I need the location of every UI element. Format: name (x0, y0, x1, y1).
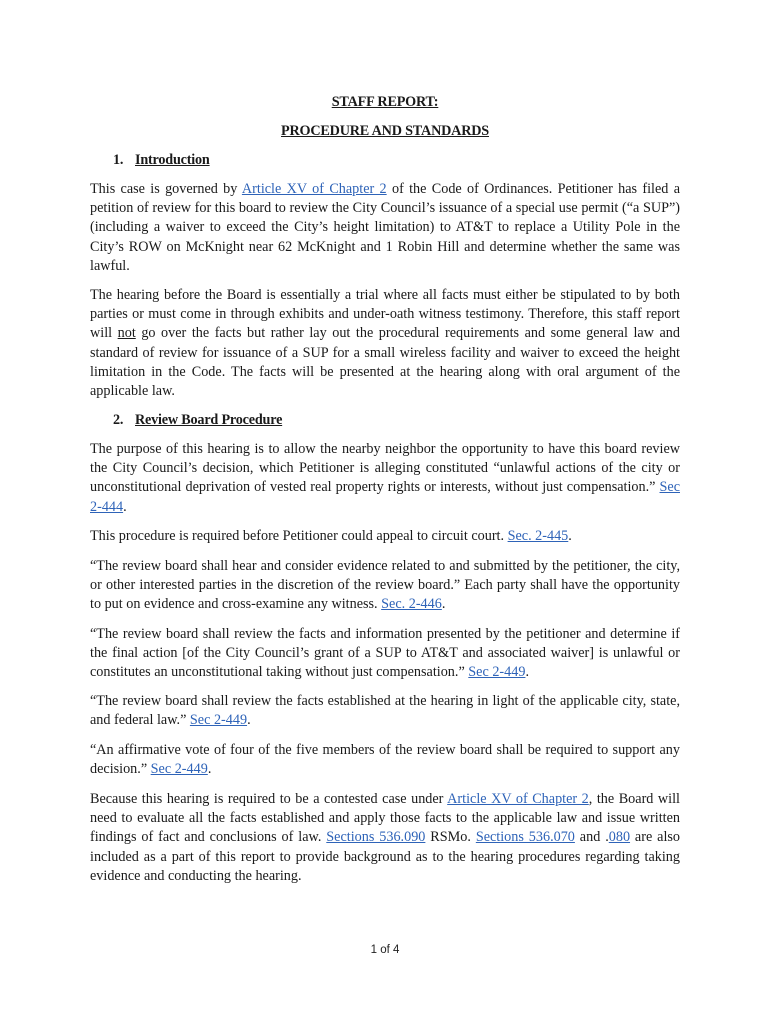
sections-536-070-link[interactable]: Sections 536.070 (475, 829, 575, 846)
text: This case is governed by (90, 181, 242, 197)
sec-2-449-link[interactable]: Sec 2-449 (150, 761, 208, 778)
paragraph-final-action (90, 625, 680, 683)
section-080-link[interactable]: 080 (608, 829, 631, 846)
paragraph-contested-case (90, 790, 680, 886)
text: . (568, 528, 572, 544)
page-number: 1 of 4 (370, 944, 400, 956)
text: Because this hearing is required to be a contested case under (90, 791, 448, 807)
article-xv-link[interactable]: Article XV of Chapter 2 (241, 181, 387, 197)
text: . (441, 596, 446, 613)
sec-2-445-link[interactable]: Sec. 2-445 (507, 528, 569, 544)
text: of the Code of Ordinances. Petitioner has filed a petition of review for this board to review the City Council’s issuance of a special use permit (“a SUP”) (including a waiver to exceed the City’s height limitation) to AT&T to replace a Utility Pole in the City’s ROW on McKnight near 62 McKnight and 1 Robin Hill and determine whether the same was lawful. (90, 181, 680, 274)
paragraph-evidence (90, 557, 680, 615)
section-heading-review-board (113, 412, 282, 429)
text: and . (574, 829, 609, 846)
sec-2-449-link[interactable]: Sec 2-449 (468, 664, 526, 681)
article-xv-link[interactable]: Article XV of Chapter 2 (447, 791, 589, 807)
text: “An affirmative vote of four of the five members of the review board shall be required to support any decision.” (90, 742, 680, 778)
emphasis-not: not (117, 325, 136, 342)
text: RSMo. (425, 829, 476, 846)
text: . (525, 664, 529, 681)
sections-536-090-link[interactable]: Sections 536.090 (326, 829, 426, 846)
text: “The review board shall hear and consider evidence related to and submitted by the petitioner, the city, or other interested parties in the discretion of the review board.” Each party shall have the opportunity to put on evidence and cross-examine any witness. (90, 558, 680, 613)
paragraph-hearing (90, 286, 680, 401)
text: . (123, 498, 127, 515)
text: are also included as a part of this report to provide background as to the hearing procedures regarding taking evidence and conducting the hearing. (90, 829, 681, 884)
text: The purpose of this hearing is to allow the nearby neighbor the opportunity to have this board review the City Council’s decision, which Petitioner is alleging constituted “unlawful actions of the city or unconstitutional deprivation of vested real property rights or interests, without just compensation.” (90, 441, 680, 496)
sec-2-446-link[interactable]: Sec. 2-446 (381, 596, 442, 613)
section-number: 1. (113, 152, 124, 168)
paragraph-affirmative-vote (90, 741, 680, 779)
paragraph-circuit-court (90, 527, 680, 546)
section-number: 2. (113, 412, 124, 428)
paragraph-applicable-law (90, 692, 680, 730)
report-subtitle: PROCEDURE AND STANDARDS (281, 123, 489, 139)
text: . (207, 761, 212, 778)
text: “The review board shall review the facts and information presented by the petitioner and determine if the final action [of the City Council’s grant of a SUP to AT&T and associated waiver] is unlawful or constitutes an unconstitutional taking without just compensation.” (90, 626, 680, 681)
text: . (247, 712, 251, 729)
text: The hearing before the Board is essentially a trial where all facts must either be stipulated to by both parties or must come in through exhibits and under-oath witness testimony. Therefore, this staff report will (90, 287, 680, 342)
text: “The review board shall review the facts established at the hearing in light of the applicable city, state, and federal law.” (90, 693, 680, 729)
section-title: Introduction (135, 152, 210, 168)
paragraph-governance (90, 180, 680, 276)
text: go over the facts but rather lay out the procedural requirements and some general law and standard of review for issuance of a SUP for a small wireless facility and waiver to exceed the height limitation in the Code. The facts will be presented at the hearing along with oral argument of the applicable law. (90, 325, 680, 400)
section-title: Review Board Procedure (135, 412, 283, 428)
text: This procedure is required before Petitioner could appeal to circuit court. (90, 528, 508, 544)
text: , the Board will need to evaluate all the facts established and apply those facts to the applicable law and issue written findings of fact and conclusions of law. (90, 791, 680, 846)
sec-2-449-link[interactable]: Sec 2-449 (189, 712, 248, 729)
report-title: STAFF REPORT: (331, 94, 439, 110)
sec-2-444-link[interactable]: Sec 2-444 (90, 479, 680, 515)
paragraph-purpose (90, 440, 680, 517)
section-heading-introduction (113, 152, 210, 169)
